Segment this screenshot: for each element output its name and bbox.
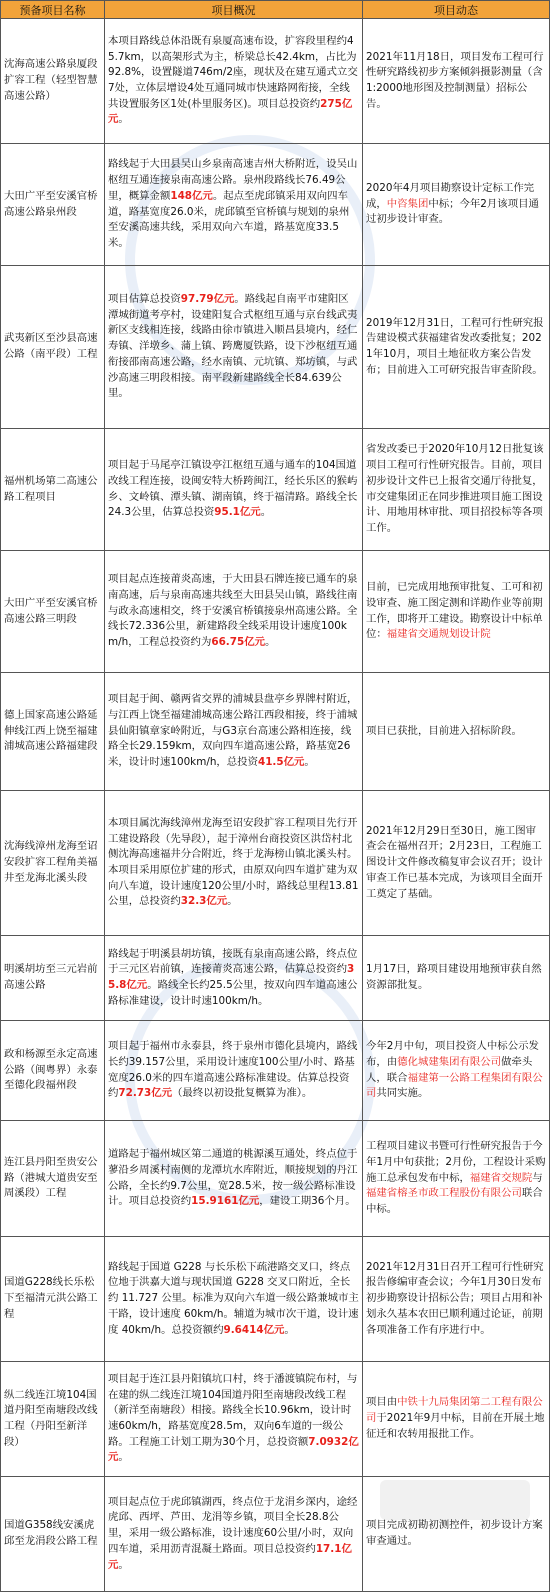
- project-name-cell: 沈海线漳州龙海至诏安段扩容工程角美福井至龙海北溪头段: [1, 791, 105, 936]
- text-segment: 。: [284, 1323, 295, 1336]
- text-segment: 今年2月中旬，项目投资人中标公示发布，由: [366, 1040, 539, 1068]
- project-status-cell: [363, 1021, 550, 1121]
- text-segment: （最终以初设批复概算为准）。: [172, 1087, 313, 1100]
- project-overview-cell: [105, 791, 363, 936]
- text-segment: 项目起点连接莆炎高速，于大田县石牌连接已通车的泉南高速，后与泉南高速共线至大田县吴山镇，路线往南与政永高速相交，终于安溪官桥镇接泉州高速公路。全线长72.336公里，新建路段全线采用设计速度100km/h，工程总投资约为: [108, 573, 358, 649]
- project-overview-cell: [105, 673, 363, 791]
- project-status-cell: [363, 791, 550, 936]
- company-name: 德化城建集团有限公司: [397, 1055, 502, 1068]
- text-segment: 2021年12月31日召开工程可行性研究报告修编审查会议；今年1月30日发布初步勘察设计招标公告；项目占用和补划永久基本农田已顺利通过论证，前期各项准备工作有序进行中。: [366, 1260, 544, 1336]
- header-project-status: 项目动态: [363, 1, 550, 19]
- investment-amount: 95.1亿元: [214, 506, 261, 519]
- company-name: 福建省榕圣市政工程股份有限公司: [366, 1187, 522, 1200]
- text-segment: 项目估算总投资: [108, 293, 181, 306]
- investment-amount: 7.0932亿元: [108, 1435, 359, 1464]
- project-overview-cell: [105, 429, 363, 551]
- investment-amount: 66.75亿元: [211, 636, 265, 649]
- project-overview-cell: [105, 1477, 363, 1592]
- text-segment: ，建设工期36个月。: [259, 1195, 356, 1208]
- header-project-overview: 项目概况: [105, 1, 363, 19]
- text-segment: 做牵头人，联合: [366, 1055, 533, 1084]
- header-project-name: 预备项目名称: [1, 1, 105, 19]
- text-segment: 项目起于连江县丹阳镇坑口村，终于潘渡镇院布村，与在建的纵二线连江境104国道丹阳至南塘段改线工程（新洋至南塘段）相接。路线全长10.96km，设计时速60km/h，路基宽度28.5m，双向6车道的一级公路。工程施工计划工期为30个月，总投资额: [108, 1372, 358, 1448]
- investment-amount: 17.1亿元: [108, 1542, 352, 1571]
- project-name-cell: 政和杨源至永定高速公路（闽粤界）永泰至德化段福州段: [1, 1021, 105, 1121]
- text-segment: 项目起于马尾亭江镇设亭江枢纽互通与通车的104国道改线工程连接，设闽安特大桥跨闽江，经长乐区的猴屿乡、文岭镇、潭头镇、湖南镇，终于福清路。路线全长24.3公里，估算总投资: [108, 459, 358, 519]
- text-segment: 。起点至虎邱镇采用双向四车道，路基宽度26.0米，虎邱镇至官桥镇与规划的泉州至安溪高速共线，采用双向六车道，路基宽度33.5米。: [108, 189, 350, 249]
- table-row: [1, 1121, 550, 1237]
- text-segment: 。: [265, 636, 276, 649]
- table-row: [1, 429, 550, 551]
- investment-amount: 275亿元: [108, 97, 353, 126]
- text-segment: 与: [532, 1171, 543, 1184]
- text-segment: 工程项目建议书暨可行性研究报告于今年1月中旬获批；2月份，工程设计采购施工总承包发布中标，: [366, 1140, 546, 1184]
- table-row: [1, 1362, 550, 1477]
- project-status-cell: [363, 551, 550, 673]
- text-segment: 本项目路线总体沿既有泉厦高速布设，扩容段里程约45.7km，以高架形式为主，桥梁总长42.4km，占比为92.8%，设置隧道746m/2座，现状及在建互通式立交7处，立体层增设4处互通同城市快速路网衔接，全线共设置服务区1处(朴里服务区)。项目总投资约: [108, 34, 358, 110]
- text-segment: 项目由: [366, 1396, 398, 1409]
- project-overview-cell: [105, 551, 363, 673]
- company-name: 中铁十九局集团第二工程有限公司: [366, 1396, 543, 1425]
- investment-amount: 32.3亿元: [180, 895, 228, 908]
- investment-amount: 9.6414亿元: [223, 1323, 285, 1336]
- investment-amount: 97.79亿元: [180, 293, 235, 306]
- project-overview-cell: [105, 1121, 363, 1237]
- project-overview-cell: [105, 1237, 363, 1362]
- text-segment: 项目起于闽、赣两省交界的浦城县盘亭乡界牌村附近，与江西上饶至福建浦城高速公路江西段相接，终于浦城县仙阳镇章家岭附近，与G3京台高速公路相连接，线路全长29.159km，双向四车道高速公路，路基宽26 米，设计时速100km/h，总投资: [108, 693, 358, 769]
- text-segment: 2020年4月项目勘察设计定标工作完成，: [366, 181, 535, 210]
- project-status-cell: [363, 1362, 550, 1477]
- text-segment: 1月17日，路项目建设用地预审获自然资源部批复。: [366, 963, 542, 991]
- text-segment: 目前，已完成用地预审批复、工可和初设审查、施工图定测和详勘作业等前期工作，即将开工建设。勘察设计中标单位：: [366, 581, 543, 641]
- text-segment: 。: [118, 113, 129, 126]
- project-status-cell: [363, 673, 550, 791]
- text-segment: 联合中标。: [366, 1187, 543, 1216]
- project-name-cell: 武夷新区至沙县高速公路（南平段）工程: [1, 266, 105, 429]
- text-segment: 项目起于福州市永泰县，终于泉州市德化县境内，路线长约39.157公里，采用设计速度100公里/小时、路基宽度26.0米的四车道高速公路标准建设。估算总投资约: [108, 1040, 358, 1100]
- investment-amount: 148亿元: [170, 189, 213, 202]
- text-segment: 共同实施。: [376, 1087, 429, 1100]
- project-status-cell: [363, 19, 550, 144]
- text-segment: 项目起点位于虎邱镇湖西，终点位于龙涓乡深内，途经虎邱、西坪、芦田、龙涓等乡镇，项目全长28.8公里，采用一级公路标准，设计速度60公里/小时，双向四车道，采用沥青混凝土路面。项目总投资约: [108, 1495, 358, 1555]
- table-row: [1, 551, 550, 673]
- text-segment: 项目已获批，目前进入招标阶段。: [366, 724, 522, 737]
- table-header-row: [1, 1, 550, 19]
- text-segment: 于2021年9月中标，目前在开展土地征迁和农转用报批工作。: [366, 1412, 545, 1440]
- project-status-cell: [363, 144, 550, 266]
- text-segment: 。路线起自南平市建阳区潭城街道考亭村，设建阳复合式枢纽互通与京台线武夷新区支线相连接，线路由徐市镇进入顺昌县境内，经仁寿镇、洋墩乡、蒲上镇、跨鹰厦铁路，设下沙枢纽互通衔接邵南高速公路，经水南镇、元坑镇、郑坊镇，与武沙高速三明段相接。南平段新建路线全长84.639公里。: [108, 293, 358, 400]
- text-segment: 2019年12月31日，工程可行性研究报告建设模式获福建省发改委批复；2021年10月，项目土地征收方案公告发布；目前进入工可研究报告审查阶段。: [366, 316, 544, 376]
- project-status-cell: [363, 266, 550, 429]
- project-status-cell: [363, 936, 550, 1021]
- investment-amount: 41.5亿元: [257, 756, 305, 769]
- company-name: 中咨集团: [386, 197, 429, 210]
- project-overview-cell: [105, 1362, 363, 1477]
- investment-amount: 72.73亿元: [118, 1087, 173, 1100]
- text-segment: 。: [118, 1558, 129, 1571]
- text-segment: 路线起于国道 G228 与长乐松下疏港路交叉口，终点位地于洪嘉大道与现状国道 G228 交叉口附近，全长约 11.727 公里。标准为双向六车道一级公路兼城市主干路，设计速度 60km/h。辅道为城市次干道，设计速度 40km/h。总投资额约: [108, 1260, 359, 1336]
- table-row: [1, 1477, 550, 1592]
- text-segment: 本项目属沈海线漳州龙海至诏安段扩容工程项目先行开工建设路段（先导段），起于漳州台商投资区洪岱村北侧沈海高速福井分合附近，终于龙海榜山镇北溪头村。本项目采用原位扩建的形式，由原双向四车道扩建为双向八车道，设计速度120公里/小时，路线总里程13.81公里，总投资约: [108, 816, 359, 908]
- project-name-cell: 国道G358线安溪虎邱至龙涓段公路工程: [1, 1477, 105, 1592]
- text-segment: 。: [118, 1451, 129, 1464]
- project-overview-cell: [105, 144, 363, 266]
- table-row: [1, 1237, 550, 1362]
- table-row: [1, 1021, 550, 1121]
- table-row: [1, 673, 550, 791]
- project-status-cell: [363, 1121, 550, 1237]
- text-segment: 路线起于大田县吴山乡泉南高速吉州大桥附近，设吴山枢纽互通连接泉南高速公路。泉州段路线长76.49公里，概算金额: [108, 158, 358, 202]
- company-name: 福建第一公路工程集团有限公司: [366, 1071, 543, 1100]
- project-name-cell: 明溪胡坊至三元岩前高速公路: [1, 936, 105, 1021]
- project-overview-cell: [105, 266, 363, 429]
- project-name-cell: 福州机场第二高速公路工程项目: [1, 429, 105, 551]
- text-segment: 。: [227, 895, 238, 908]
- project-overview-cell: [105, 1021, 363, 1121]
- investment-amount: 15.9161亿元: [191, 1195, 260, 1208]
- text-segment: 。: [260, 506, 272, 519]
- text-segment: 。: [304, 756, 315, 769]
- project-status-cell: [363, 1477, 550, 1592]
- table-row: [1, 19, 550, 144]
- company-name: 福建省交通规划设计院: [386, 628, 491, 641]
- investment-amount: 35.8亿元: [108, 963, 355, 991]
- text-segment: 2021年11月18日，项目发布工程可行性研究路线初步方案倾斜摄影测量（含1:2000地形图及控制测量）招标公告。: [366, 50, 544, 110]
- text-segment: 项目完成初勘初测控件，初步设计方案审查通过。: [366, 1519, 543, 1547]
- text-segment: 中标；今年2月该项目通过初步设计审查。: [366, 197, 539, 226]
- text-segment: 路线起于明溪县胡坊镇，接既有泉南高速公路，终点位于三元区岩前镇，连接莆炎高速公路，估算总投资约: [108, 947, 358, 976]
- project-name-cell: 国道G228线长乐松下至福清元洪公路工程: [1, 1237, 105, 1362]
- text-segment: 。路线全长约25.5公里，按双向四车道高速公路标准建设，设计时速100km/h。: [108, 979, 358, 1007]
- table-row: [1, 791, 550, 936]
- project-name-cell: 德上国家高速公路延伸线江西上饶至福建浦城高速公路福建段: [1, 673, 105, 791]
- table-row: [1, 936, 550, 1021]
- table-row: [1, 266, 550, 429]
- project-name-cell: 沈海高速公路泉厦段扩容工程（轻型智慧高速公路）: [1, 19, 105, 144]
- project-status-cell: [363, 1237, 550, 1362]
- project-name-cell: 连江县丹阳至贵安公路（港城大道贵安至周溪段）工程: [1, 1121, 105, 1237]
- project-name-cell: 大田广平至安溪官桥高速公路三明段: [1, 551, 105, 673]
- project-name-cell: 大田广平至安溪官桥高速公路泉州段: [1, 144, 105, 266]
- text-segment: 省发改委已于2020年10月12日批复该项目工程可行性研究报告。目前，项目初步设计文件已上报省交通厅待批复，市交建集团正在同步推进项目施工图设计、用地用林审批、项目招投标等各项工作。: [366, 443, 544, 534]
- text-segment: 道路起于福州城区第二通道的桃源溪互通处，终点位于蓼沿乡周溪村南侧的龙潭坑水库附近，顺接规划的丹江公路，全长约9.7公里，宽28.5米，按一级公路标准设计。项目总投资约: [108, 1148, 358, 1208]
- project-status-cell: [363, 429, 550, 551]
- project-overview-cell: [105, 936, 363, 1021]
- project-name-cell: 纵二线连江境104国道丹阳至南塘段改线工程（丹阳至新洋段）: [1, 1362, 105, 1477]
- project-overview-cell: [105, 19, 363, 144]
- table-row: [1, 144, 550, 266]
- text-segment: 2021年12月29日至30日，施工图审查会在福州召开；2月23日，工程施工图设计文件修改稿复审会议召开；设计审查工作已基本完成，为该项目全面开工奠定了基础。: [366, 824, 543, 900]
- company-name: 福建省交规院: [469, 1171, 533, 1184]
